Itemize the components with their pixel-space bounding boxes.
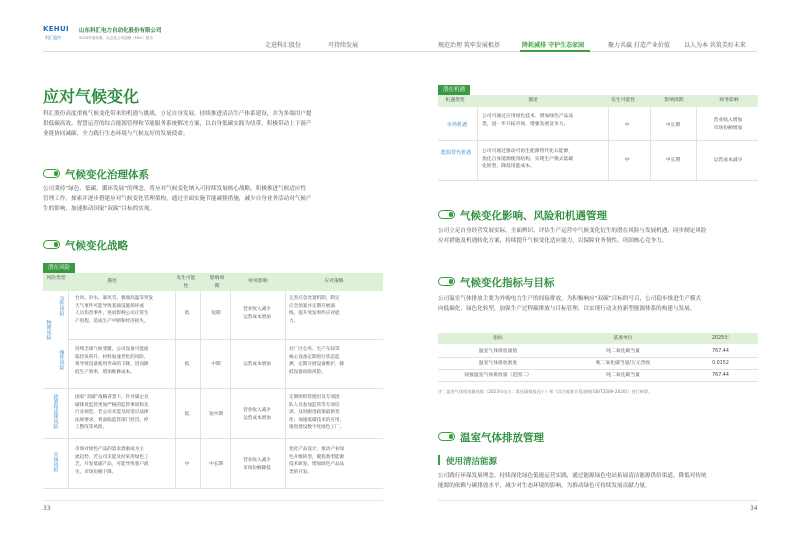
risk-type-text: 急性风险 [58,296,65,316]
cell-line: 低生产效率，增加维修成本。 [75,369,135,375]
column-header: 描述 [528,98,538,103]
column-header: 发生可能性 [611,98,635,103]
page-header [0,0,800,52]
column-divider [200,291,201,488]
nav-item-people[interactable]: 以人为本 共筑美好未来 [684,42,746,49]
cell-line: 公司可通过推动可再生能源替代化石能源， [482,149,574,154]
toggle-icon [438,210,455,219]
table-tag-opportunity: 潜在机遇 [438,85,470,95]
table-footnote: 注：温室气体排放量依据《2023年电力二氧化碳排放因子》和《综合能耗计算通则(GB/T2589-2020)》进行核算。 [438,389,653,394]
logo-subtext: 科汇股份 [45,35,61,40]
cell-line: 营业收入减少 [243,458,271,463]
period-cell: 短中期 [209,412,223,417]
indicator-table-header [438,333,758,344]
cell-line: 台风、洪水、暴风雪、极端高温等突发 [75,296,154,301]
intro-paragraph [43,109,383,139]
cell-line: 营业收入减少 [243,307,271,312]
table-row [75,295,185,325]
column-divider [175,291,176,488]
table-row [482,113,607,128]
impact-paragraph [438,226,758,246]
nav-item-sustainability[interactable]: 可持续发展 [328,42,359,49]
page-title: 应对气候变化 [43,87,140,106]
cell-line: 队人员参加监管等专项培 [289,402,340,408]
paragraph-line: 应对措施及机遇转化方案，持续提升气候变化适应能力，以保障业务韧性，巩固核心竞争力。 [438,238,668,244]
report-name: 2023年度环境、社会及公司治理（ESG）报告 [79,36,153,40]
paragraph-line: 公司践行环保发展理念，持续深化绿色低能运营实践，通过能源绿色电站拓展清洁能源供给渠道，降低对传统 [438,473,707,479]
company-name: 山东科汇电力自动化股份有限公司 [79,28,162,34]
finance-cell [232,457,282,472]
targets-paragraph [438,294,758,314]
strategy-cell [289,394,383,432]
footer-divider [438,500,758,501]
cell-line: 公司可通过应用绿色技术、增加绿色产品品 [482,114,574,119]
intro-line: 业链协同减碳，全力践行生态环境与气候友好的发展使命。 [43,131,189,137]
cell-line: 低设备故障风险。 [289,369,326,375]
paragraph-line: 公司立足自身经营发展实际，全面辨识、评估生产运营中气候变化衍生的潜在风险与发展机遇，同步制定风险 [438,228,707,234]
column-header: 基准单位 [613,336,633,341]
cell-line: 市场份额增加 [713,125,743,131]
category-text: 物理风险 [45,320,52,340]
opportunity-type: 能源替代机遇 [441,150,472,156]
active-nav-underline [520,50,590,52]
table-tag-risk: 潜在风险 [43,263,75,273]
toggle-icon [438,277,455,286]
strategy-cell [289,295,381,325]
cell-line: 练，提升突发事件应对能 [289,311,340,316]
opportunity-type: 市场机遇 [446,122,467,128]
indicator-value: 0.0152 [712,361,729,366]
column-divider [285,291,286,488]
column-header: 影响周期 [664,98,684,103]
likelihood-cell: 中 [624,123,630,128]
indicator-name: 间接温室气体排放量（范围二） [464,373,532,378]
period-cell: 中长期 [209,462,223,467]
column-header: 发生可能性 [176,276,196,289]
cell-line: 力。 [289,318,299,324]
toggle-icon [43,169,60,178]
row-divider [43,438,383,439]
targets-heading [438,275,738,289]
column-divider [68,291,69,488]
indicator-value: 767.44 [712,373,729,378]
category-text: 市场风险 [52,452,59,472]
cell-line: 国家“双碳”战略背景下，针对碳企业 [75,395,149,400]
period-cell: 中期 [211,362,221,367]
subsection-title: 使用清洁能源 [446,457,498,467]
paragraph-line: 公司温室气体排放主要为外购电力生产的间接排放，为积极响应“双碳”目标的号召，公司稳步推进生产模式 [438,296,702,302]
cell-line: 运营成本增加 [243,415,271,421]
governance-heading [43,167,243,181]
intro-line: 科汇股份高度重视气候变化带来的机遇与挑战，立足自身发展，持续推进清洁生产体系建设，并为多端用户提 [43,111,312,117]
column-header: 风险类型 [46,276,66,281]
ghg-heading [438,430,738,444]
column-header: 财务影响 [719,98,739,103]
row-divider [438,180,758,181]
cell-line: 产进程，造成生产中断和经济损失。 [75,318,149,324]
cell-line: 测，定期开展设备维护，降 [289,362,345,367]
risk-type-label [56,350,66,373]
column-divider [608,107,609,180]
table-row [75,394,185,432]
logo-wordmark: KEHUI [43,25,69,33]
subsection-marker [438,455,440,465]
nav-item-industry[interactable]: 聚力共赢 打造产业价值 [608,42,670,49]
likelihood-cell: 中 [624,158,630,163]
section-title: 温室气体排放管理 [460,432,544,444]
cell-line: 人员伤害事件，进而影响公司正常生 [75,311,149,316]
ghg-paragraph [438,471,758,491]
nav-item-environment[interactable]: 降耗减排 守护生态家园 [522,42,585,49]
header-divider [43,51,757,52]
column-header: 机遇类型 [445,98,465,103]
nav-item-governance[interactable]: 规范治理 筑牢发展根基 [438,42,500,49]
likelihood-cell: 中 [184,462,190,467]
finance-cell [700,117,756,132]
column-header: 指标 [493,336,503,341]
cell-line: 工整改等风险。 [75,425,108,430]
row-divider [438,140,758,141]
indicator-name: 温室气体排放密度 [478,361,518,366]
row-divider [43,388,383,389]
cell-line: 优化自身能源使用结构，实现生产模式低碳 [482,156,574,162]
cell-line: 技术研发，增加绿色产品品 [289,462,345,467]
cell-line: 类，进一步开拓市场，增强发展竞争力。 [482,121,569,127]
strategy-heading [43,238,243,252]
cell-line: 定期组织管理层及专项团 [289,395,340,400]
cell-line: 天气事件可能导致基础设施损坏或 [75,303,144,309]
cell-line: 流趋势，若公司未能及时采用绿色工 [75,454,149,460]
row-divider [438,369,758,370]
nav-item-about[interactable]: 走进科汇股份 [265,42,302,49]
column-header: 影响周期 [209,276,225,289]
category-label [49,394,61,432]
finance-cell: 运营成本减少 [713,158,743,163]
governance-paragraph [43,184,383,214]
cell-line: 营业收入增加 [713,118,743,123]
likelihood-cell: 低 [184,362,190,367]
risk-type-text: 慢性风险 [58,350,65,370]
category-label [43,320,53,343]
cell-line: 失，市场份额下降。 [75,469,117,475]
period-cell: 中长期 [665,158,681,163]
cell-line: 持续全球气候变暖，公司设备可能面 [75,347,149,352]
column-divider [230,291,231,488]
cell-line: 色升级转型，聚焦新型能源 [289,454,345,460]
cell-line: 行业规范，若公司未能及时适应法律 [75,410,149,415]
likelihood-cell: 低 [184,311,190,316]
cell-line: 将导致设备使用寿命的下降，进而降 [75,362,149,367]
cell-line: 临热负荷升、材料加速老化的风险， [75,354,149,360]
cell-line: 完善应急处置机制，制定 [289,296,340,301]
cell-line: 应急预案并定期开展演 [289,303,335,309]
cell-line: 对厂区仓库、生产车间等 [289,347,340,352]
intro-line: 供低碳高效、智慧运营的综合能源管理和节能服务系统解决方案，以自身低碳实践为纽带，积极带动上下游产 [43,121,312,127]
column-divider [650,107,651,180]
cell-line: 推进建设数字化绿色工厂。 [289,425,345,430]
section-title: 气候变化指标与目标 [460,277,555,289]
cell-line: 运营成本增加 [243,314,271,320]
finance-cell [232,407,282,422]
row-divider [438,357,758,358]
column-divider [477,107,478,180]
indicator-unit: 吨二氧化碳当量/万元营收 [595,361,651,366]
page-number-right: 34 [750,505,758,512]
paragraph-line: 管理工作，探索并逐步搭建应对气候变化管理架构，通过全面实施节能减排措施，减少自身业务活动对气候产 [43,196,312,202]
period-cell: 中长期 [665,123,681,128]
cell-line: 核心设备定期进行状态监 [289,354,340,360]
indicator-unit: 吨二氧化碳当量 [606,373,640,378]
toggle-icon [438,432,455,441]
toggle-icon [43,240,60,249]
column-header: 财务影响 [248,279,268,284]
risk-type-label [56,296,66,319]
section-title: 气候变化战略 [65,240,128,252]
strategy-cell [289,446,383,476]
cell-line: 碳排放监管更加严格的监管事项和及 [75,402,149,408]
risk-table-header [43,273,383,291]
indicator-name: 温室气体排放量值 [478,349,518,354]
row-divider [43,488,383,489]
section-title: 气候变化影响、风险和机遇管理 [460,210,607,222]
category-label [49,452,61,475]
table-row [482,148,607,171]
cell-line: 类的开发。 [289,469,312,475]
cell-line: 化；加速低碳技术的应用， [289,417,345,423]
cell-line: 化转型，降低用能成本。 [482,164,535,169]
period-cell: 短期 [211,311,221,316]
page-number-left: 33 [43,505,51,512]
cell-line: 优化产品设计，推动产业绿 [289,447,345,452]
finance-cell: 运营成本增加 [243,362,271,367]
section-title: 气候变化治理体系 [65,169,149,181]
cell-line: 法规要求，将面临监管部门处罚、停 [75,417,149,423]
impact-heading [438,208,738,222]
opportunity-table-header [438,95,758,107]
paragraph-line: 能源的依赖与碳排放水平，减少对生态环境的影响，为推动绿色可持续发展贡献力量。 [438,483,651,489]
paragraph-line: 向低碳化、绿色化转型，加强生产过程碳排放与目标管理，以实现行动支持新型能源体系的构建与发展。 [438,306,696,312]
table-row [75,346,185,376]
company-logo [43,25,75,43]
footer-divider [43,500,383,501]
finance-cell [232,306,282,321]
cell-line: 市场对绿色产品的需求逐渐成为主 [75,447,144,452]
category-text: 政策和法律风险 [52,394,59,429]
cell-line: 训，及时跟进政策最新变 [289,410,340,415]
cell-line: 营业收入减少 [243,408,271,413]
column-divider [696,107,697,180]
paragraph-line: 公司秉持“绿色、低碳、循环发展”的理念，将应对气候变化纳入可持续发展核心战略，积极推进气候适应性 [43,186,307,192]
column-header: 2025年 [711,336,729,341]
row-divider [68,339,383,340]
cell-line: 艺、开发低碳产品，可能导致客户流 [75,462,149,467]
cell-line: 市场份额降低 [243,465,271,471]
strategy-cell [289,346,381,376]
row-divider [438,381,758,382]
column-header: 描述 [107,279,117,284]
indicator-value: 767.44 [712,349,729,354]
indicator-unit: 吨二氧化碳当量 [606,349,640,354]
column-header: 应对策略 [324,279,344,284]
paragraph-line: 生的影响，加速推动国家“双碳”目标的实现。 [43,206,156,212]
table-row [75,446,185,476]
likelihood-cell: 低 [184,412,190,417]
